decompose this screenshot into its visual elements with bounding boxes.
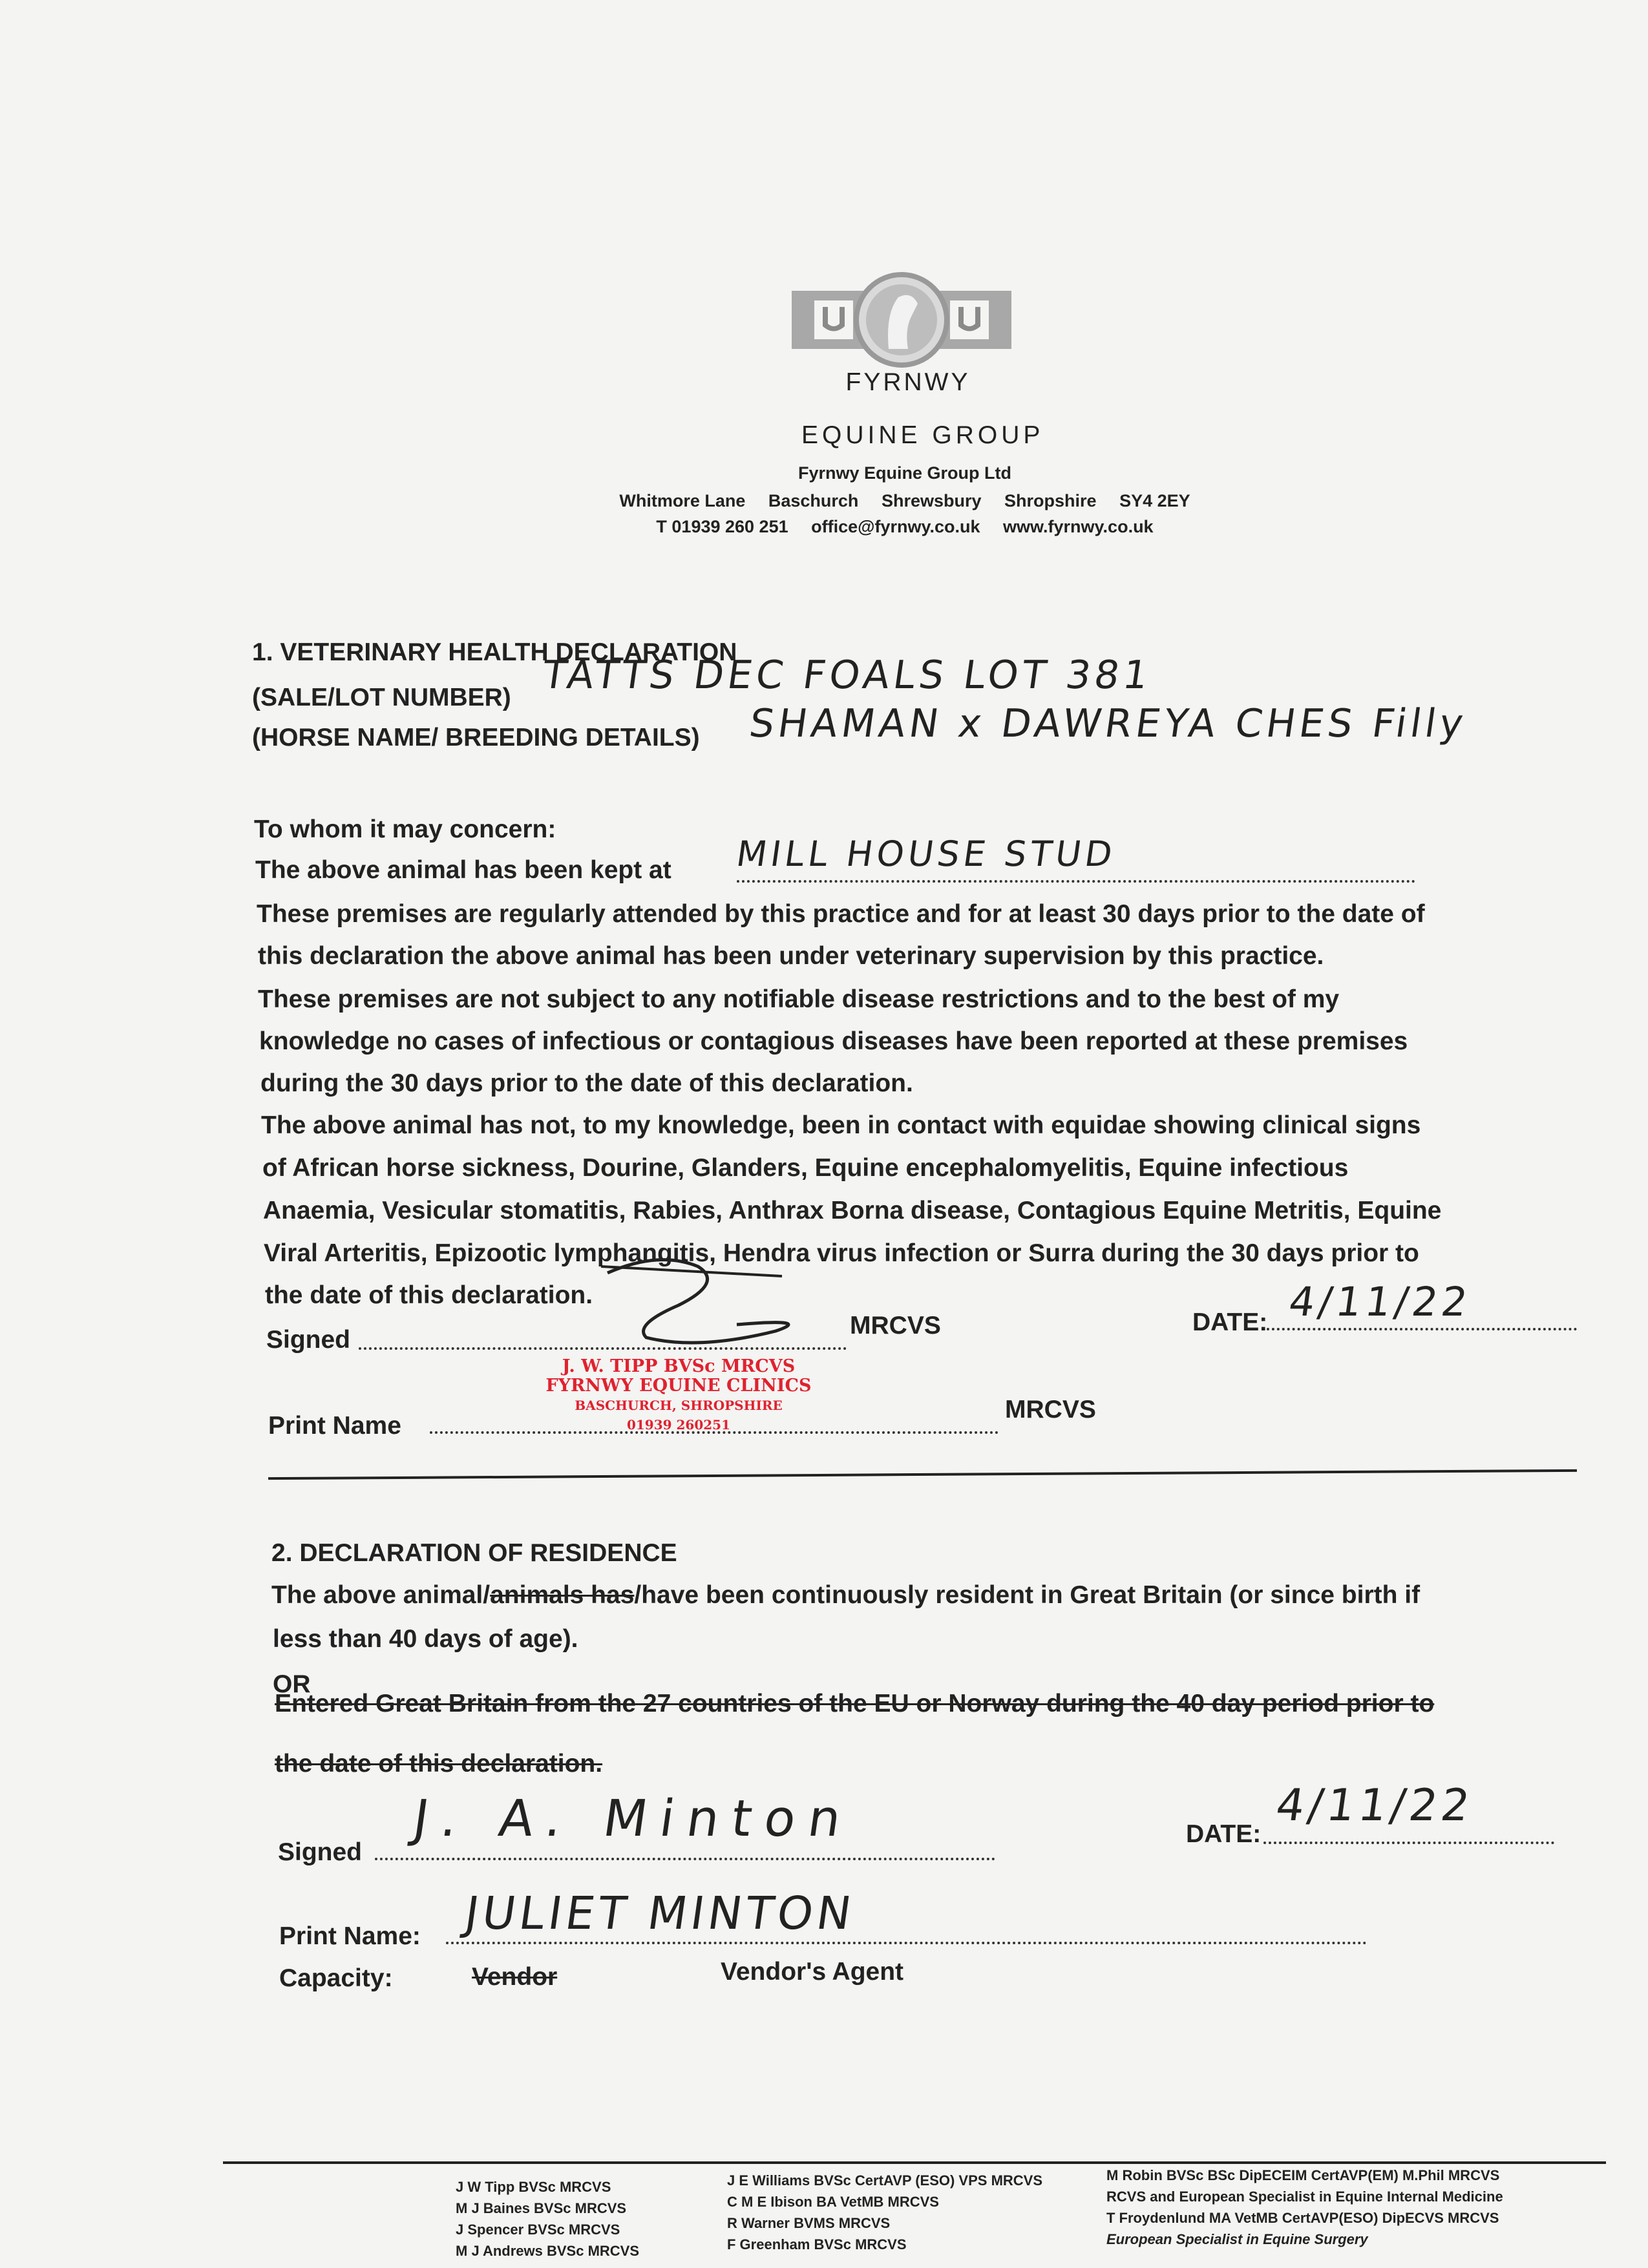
signed-label: Signed xyxy=(278,1838,363,1866)
residence-line1-post: /have been continuously resident in Great Britain (or since birth if xyxy=(634,1581,1421,1609)
vet-credit: J Spencer BVSc MRCVS xyxy=(456,2221,620,2238)
paragraph-line: These premises are regularly attended by this practice and for at least 30 days prior to the date of xyxy=(257,900,1425,928)
stamp-line: J. W. TIPP BVSc MRCVS xyxy=(562,1356,796,1376)
paragraph-line: this declaration the above animal has been under veterinary supervision by this practice. xyxy=(258,942,1324,970)
practice-stamp xyxy=(536,1357,821,1434)
address-line: Shropshire xyxy=(1004,491,1097,510)
vet-credit: J W Tipp BVSc MRCVS xyxy=(456,2179,611,2195)
date-label: DATE: xyxy=(1186,1820,1262,1848)
phone: T 01939 260 251 xyxy=(656,517,788,536)
brand-name: FYRNWY xyxy=(845,368,971,396)
company-contacts xyxy=(582,517,1228,537)
date-dotted-line xyxy=(1267,1328,1577,1330)
footer-vets-col3 xyxy=(1106,2165,1503,2250)
date-dotted-line xyxy=(1263,1842,1554,1844)
salutation: To whom it may concern: xyxy=(254,815,556,843)
section2-heading: 2. DECLARATION OF RESIDENCE xyxy=(271,1539,677,1567)
print-name-label: Print Name xyxy=(268,1412,401,1440)
address-line: Shrewsbury xyxy=(881,491,982,510)
section-divider xyxy=(268,1469,1577,1480)
vet-credit: M J Andrews BVSc MRCVS xyxy=(456,2243,640,2259)
website: www.fyrnwy.co.uk xyxy=(1003,517,1154,536)
vet-credit: J E Williams BVSc CertAVP (ESO) VPS MRCVS xyxy=(727,2172,1043,2189)
stamp-line: FYRNWY EQUINE CLINICS xyxy=(545,1376,812,1396)
print-name-label: Print Name: xyxy=(279,1922,421,1950)
date-value: 4/11/22 xyxy=(1273,1780,1477,1831)
horse-label: (HORSE NAME/ BREEDING DETAILS) xyxy=(252,724,700,751)
paragraph-line: Viral Arteritis, Epizootic lymphangitis, Hendra virus infection or Surra during the 30 days prior to xyxy=(264,1239,1419,1267)
kept-at-dotted-line xyxy=(737,880,1415,883)
stamp-line: BASCHURCH, SHROPSHIRE xyxy=(575,1398,783,1413)
paragraph-line: during the 30 days prior to the date of this declaration. xyxy=(260,1069,913,1097)
print-name-dotted-line xyxy=(446,1942,1367,1944)
residence-line1 xyxy=(271,1581,1420,1610)
vet-credit: R Warner BVMS MRCVS xyxy=(727,2215,891,2231)
vendor-signature: J. A. Minton xyxy=(409,1790,858,1848)
paragraph-line: of African horse sickness, Dourine, Glanders, Equine encephalomyelitis, Equine infectious xyxy=(262,1154,1349,1182)
paragraph-line: Anaemia, Vesicular stomatitis, Rabies, Anthrax Borna disease, Contagious Equine Metritis, Equine xyxy=(263,1197,1442,1224)
vet-credit: F Greenham BVSc MRCVS xyxy=(727,2236,907,2252)
company-address xyxy=(582,491,1228,511)
mrcvs-label: MRCVS xyxy=(1005,1396,1096,1423)
signature-dotted-line xyxy=(375,1858,995,1860)
vet-credit: T Froydenlund MA VetMB CertAVP(ESO) DipECVS MRCVS xyxy=(1106,2210,1499,2226)
capacity-vendors-agent: Vendor's Agent xyxy=(721,1958,904,1986)
sale-lot-value: TATTS DEC FOALS LOT 381 xyxy=(540,653,1155,698)
address-line: Baschurch xyxy=(768,491,859,510)
struck-eu-line2: the date of this declaration. xyxy=(275,1750,603,1778)
horseshoe-horse-head-logo xyxy=(792,268,1011,372)
vet-signature xyxy=(569,1254,840,1363)
brand-subtitle: EQUINE GROUP xyxy=(801,421,1044,449)
email: office@fyrnwy.co.uk xyxy=(811,517,980,536)
sale-lot-label: (SALE/LOT NUMBER) xyxy=(252,684,511,711)
paragraph-line: knowledge no cases of infectious or contagious diseases have been reported at these premises xyxy=(259,1027,1408,1055)
vet-credit xyxy=(1106,2229,1503,2250)
company-name: Fyrnwy Equine Group Ltd xyxy=(798,463,1011,483)
residence-line1-pre: The above animal/ xyxy=(271,1581,491,1609)
paragraph-line: the date of this declaration. xyxy=(265,1281,593,1309)
signed-label: Signed xyxy=(266,1326,351,1354)
vet-credit: M Robin BVSc BSc DipECEIM CertAVP(EM) M.Phil MRCVS xyxy=(1106,2167,1500,2183)
paragraph-line: These premises are not subject to any notifiable disease restrictions and to the best of my xyxy=(258,985,1340,1013)
address-line: Whitmore Lane xyxy=(619,491,746,510)
kept-at-label: The above animal has been kept at xyxy=(255,856,671,884)
print-name-value: JULIET MINTON xyxy=(461,1887,859,1940)
footer-vets-col2 xyxy=(727,2170,1042,2255)
capacity-label: Capacity: xyxy=(279,1964,393,1992)
struck-eu-line1: Entered Great Britain from the 27 countries of the EU or Norway during the 40 day period prior to xyxy=(275,1690,1435,1717)
or-label: OR xyxy=(273,1670,311,1698)
vet-credit: C M E Ibison BA VetMB MRCVS xyxy=(727,2194,939,2210)
print-name-dotted-line xyxy=(430,1431,998,1434)
footer-vets-col1 xyxy=(456,2176,639,2262)
address-line: SY4 2EY xyxy=(1119,491,1190,510)
horse-value: SHAMAN x DAWREYA CHES Filly xyxy=(746,701,1470,746)
stamp-line: 01939 260251 xyxy=(626,1417,731,1433)
paragraph-line: The above animal has not, to my knowledge, been in contact with equidae showing clinical signs xyxy=(261,1111,1421,1139)
residence-line2: less than 40 days of age). xyxy=(273,1625,578,1653)
kept-at-value: MILL HOUSE STUD xyxy=(734,834,1119,874)
mrcvs-label: MRCVS xyxy=(850,1312,941,1339)
date-label: DATE: xyxy=(1192,1308,1268,1336)
vet-credit-italic: European Specialist in Equine Surgery xyxy=(1106,2231,1368,2247)
date-value: 4/11/22 xyxy=(1285,1278,1475,1325)
footer-divider xyxy=(223,2161,1606,2164)
section1-heading: 1. VETERINARY HEALTH DECLARATION xyxy=(252,638,737,666)
capacity-vendor: Vendor xyxy=(472,1963,558,1991)
vet-credit: M J Baines BVSc MRCVS xyxy=(456,2200,627,2216)
vet-credit: RCVS and European Specialist in Equine Internal Medicine xyxy=(1106,2189,1503,2205)
struck-animals-has: animals has xyxy=(490,1581,635,1609)
